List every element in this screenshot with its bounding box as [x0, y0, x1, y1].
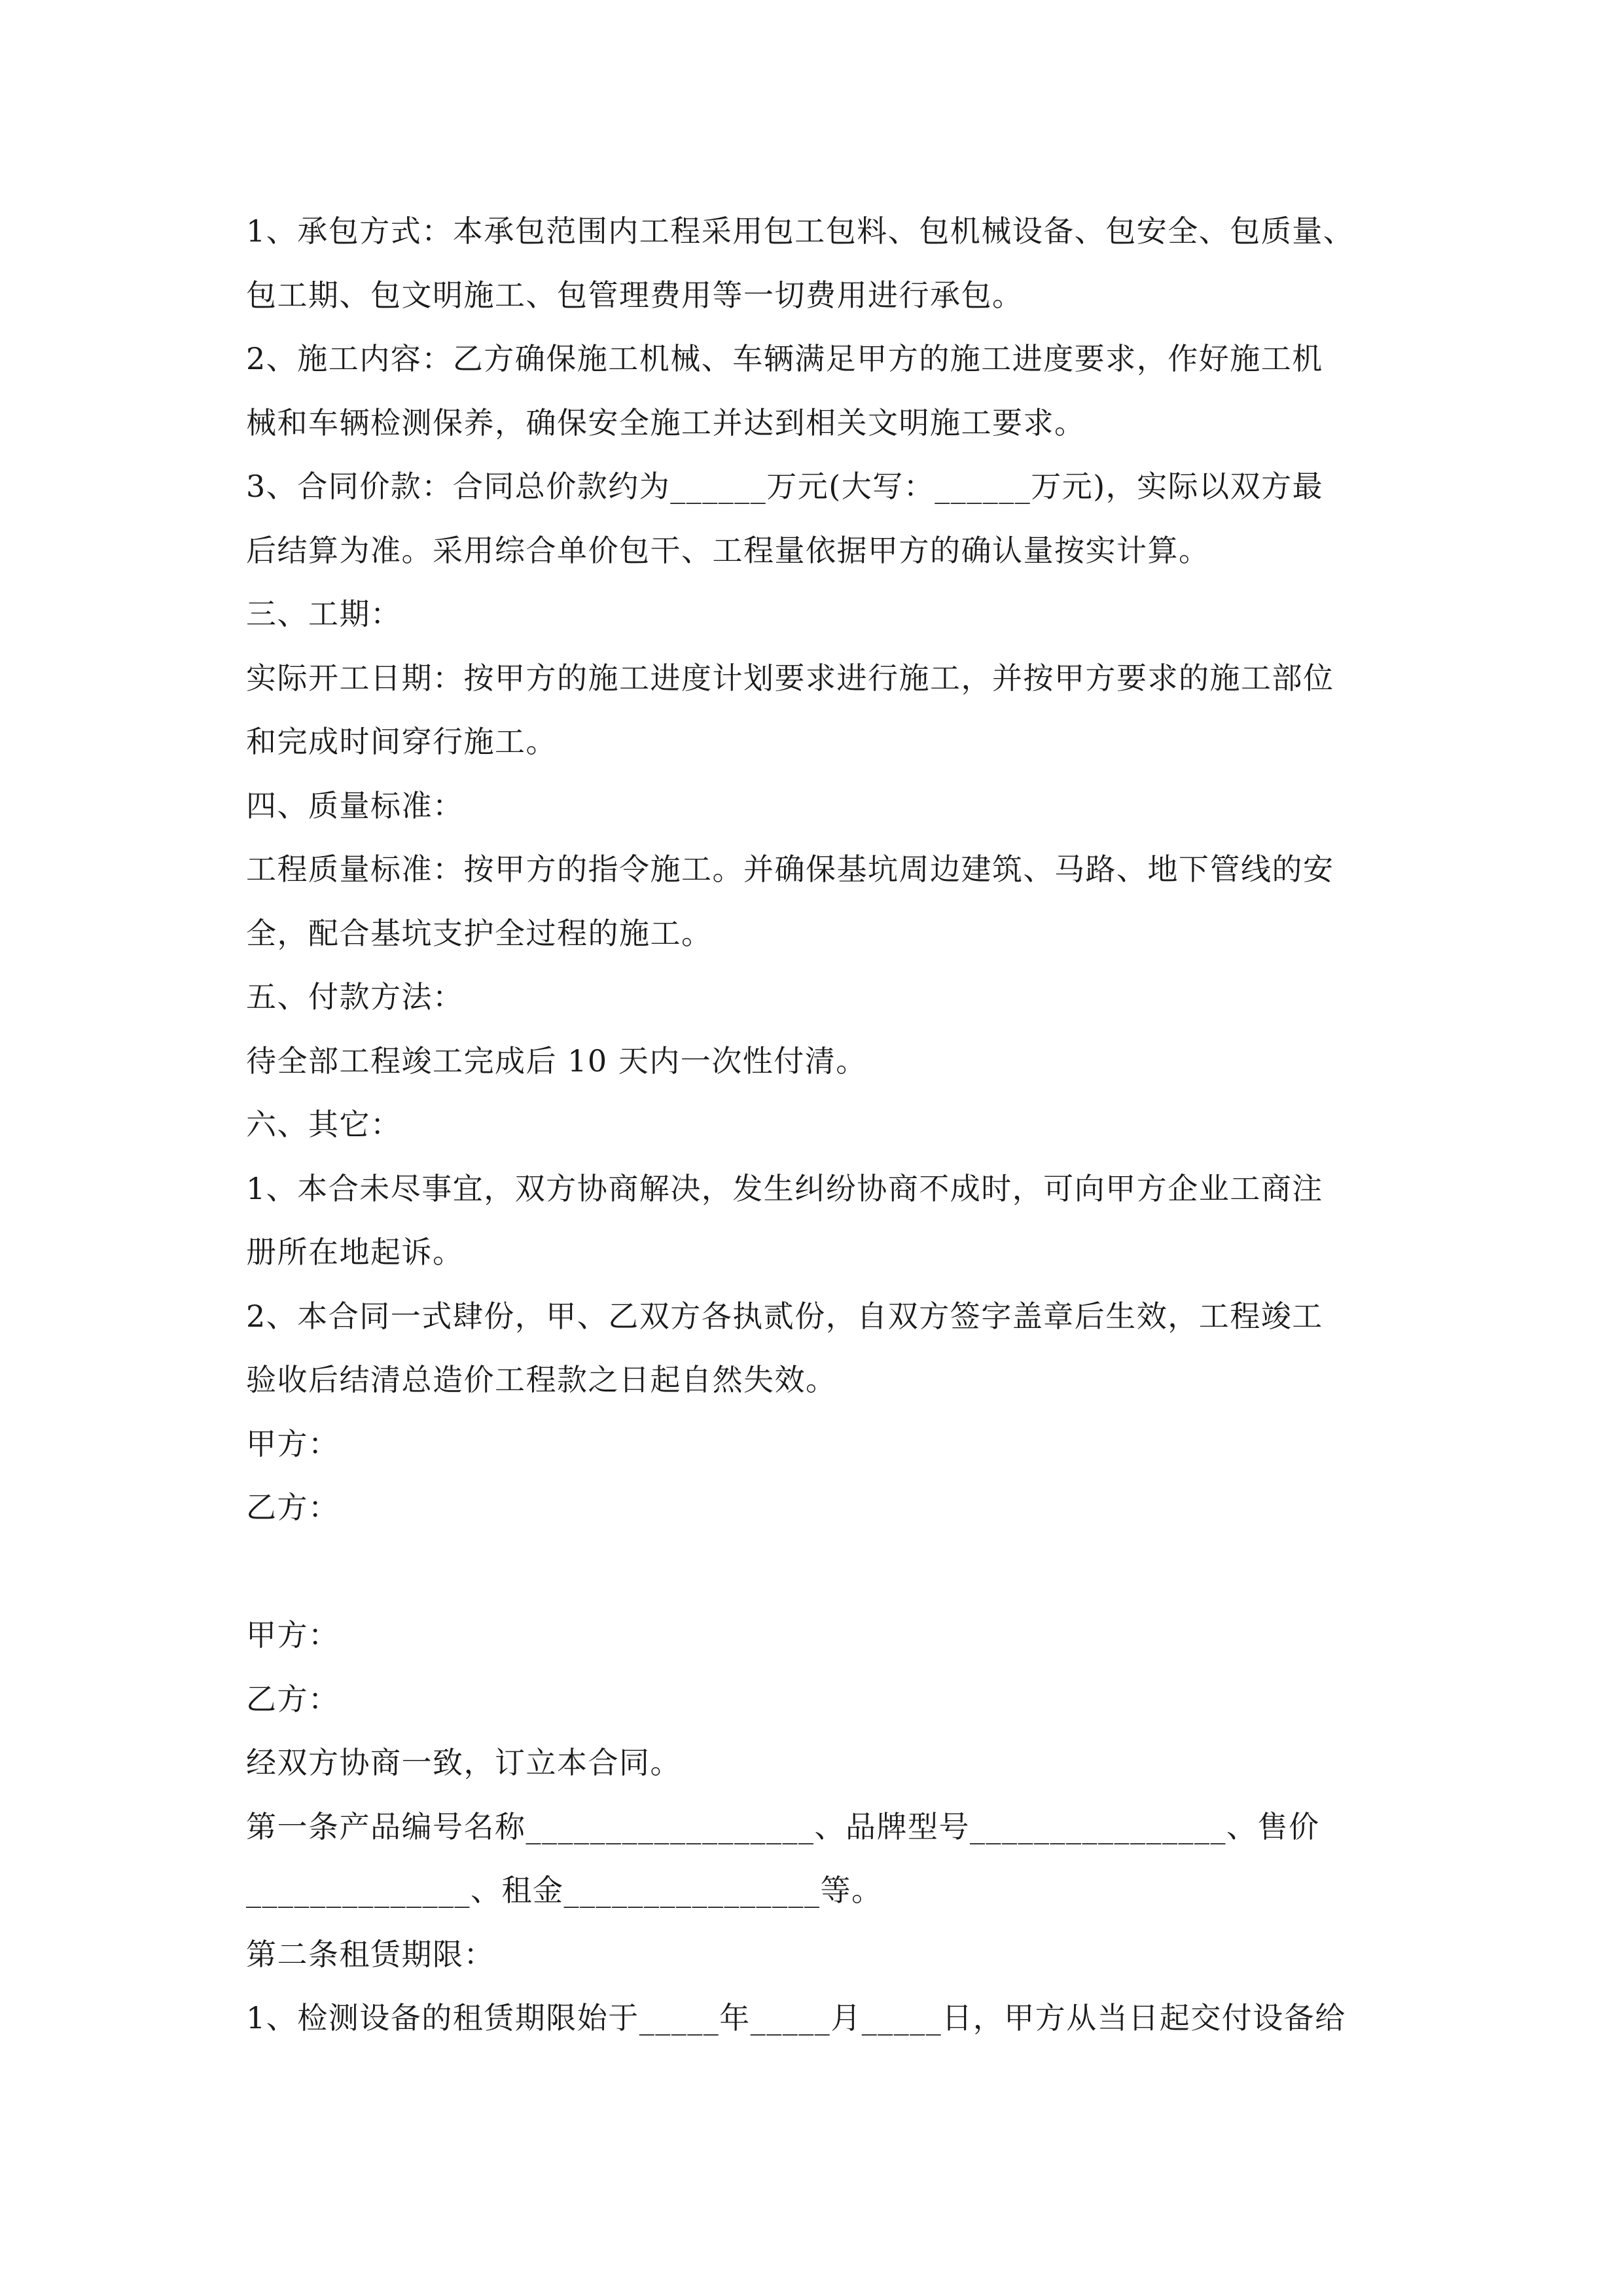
text-line: 械和车辆检测保养，确保安全施工并达到相关文明施工要求。 — [246, 404, 1086, 440]
text-line: ______________、租金________________等。 — [246, 1873, 883, 1908]
text-line: 经双方协商一致，订立本合同。 — [246, 1745, 681, 1780]
text-line: 2、本合同一式肆份，甲、乙双方各执贰份，自双方签字盖章后生效，工程竣工 — [246, 1298, 1323, 1334]
text-line: 全，配合基坑支护全过程的施工。 — [246, 915, 713, 951]
text-line: 后结算为准。采用综合单价包干、工程量依据甲方的确认量按实计算。 — [246, 532, 1210, 568]
text-line: 1、检测设备的租赁期限始于_____年_____月_____日，甲方从当日起交付设备给 — [246, 2000, 1346, 2036]
party-a-label: 甲方： — [246, 1617, 340, 1653]
party-a-label: 甲方： — [246, 1426, 340, 1462]
article-heading-lease-term: 第二条租赁期限： — [246, 1936, 495, 1972]
text-line: 3、合同价款：合同总价款约为______万元(大写：______万元)，实际以双方最 — [246, 469, 1324, 504]
blank-line — [246, 1540, 1385, 1604]
party-b-label: 乙方： — [246, 1681, 340, 1717]
text-line: 1、承包方式：本承包范围内工程采用包工包料、包机械设备、包安全、包质量、 — [246, 213, 1355, 249]
document-body — [246, 200, 1385, 2051]
party-b-label: 乙方： — [246, 1490, 340, 1525]
text-line: 和完成时间穿行施工。 — [246, 724, 557, 759]
text-line: 2、施工内容：乙方确保施工机械、车辆满足甲方的施工进度要求，作好施工机 — [246, 341, 1323, 376]
text-line: 工程质量标准：按甲方的指令施工。并确保基坑周边建筑、马路、地下管线的安 — [246, 852, 1334, 887]
section-heading-schedule: 三、工期： — [246, 596, 402, 632]
text-line: 验收后结清总造价工程款之日起自然失效。 — [246, 1362, 837, 1397]
text-line: 1、本合未尽事宜，双方协商解决，发生纠纷协商不成时，可向甲方企业工商注 — [246, 1170, 1323, 1206]
text-line: 第一条产品编号名称__________________、品牌型号________________、售价 — [246, 1808, 1320, 1844]
section-heading-quality: 四、质量标准： — [246, 787, 464, 823]
section-heading-payment: 五、付款方法： — [246, 979, 464, 1014]
text-line: 包工期、包文明施工、包管理费用等一切费用进行承包。 — [246, 277, 1024, 313]
text-line: 待全部工程竣工完成后 10 天内一次性付清。 — [246, 1043, 867, 1079]
text-line: 册所在地起诉。 — [246, 1234, 464, 1270]
text-line: 实际开工日期：按甲方的施工进度计划要求进行施工，并按甲方要求的施工部位 — [246, 660, 1334, 696]
section-heading-other: 六、其它： — [246, 1107, 402, 1142]
